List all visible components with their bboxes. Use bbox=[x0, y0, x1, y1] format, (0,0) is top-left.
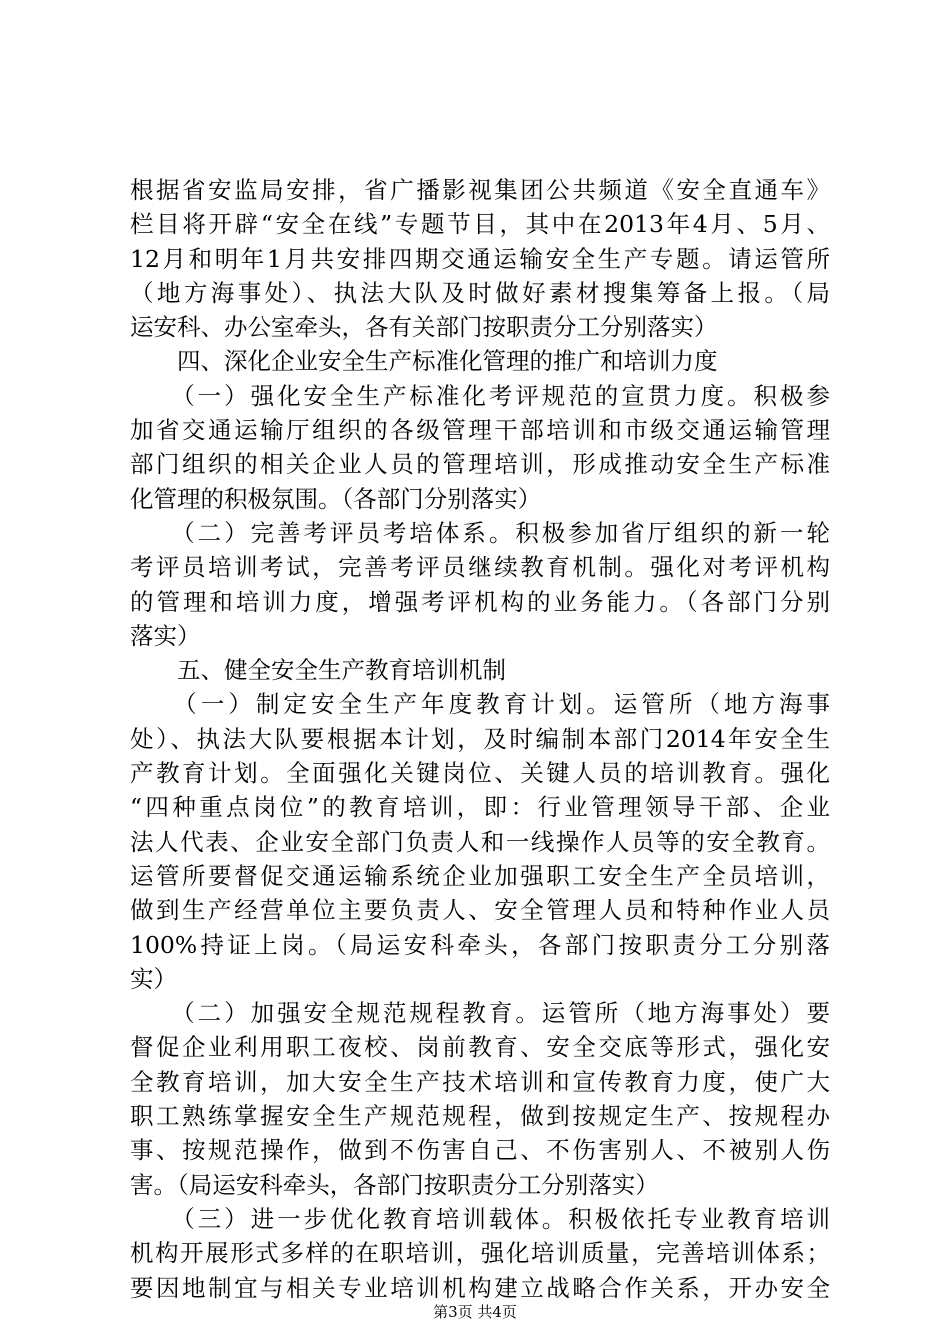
paragraph-line: 栏目将开辟“安全在线”专题节目，其中在2013年4月、5月、 bbox=[130, 210, 830, 239]
paragraph-line: 机构开展形式多样的在职培训，强化培训质量，完善培训体系； bbox=[130, 1239, 830, 1268]
paragraph-line: 落实） bbox=[130, 621, 201, 650]
paragraph-line: 督促企业利用职工夜校、岗前教育、安全交底等形式，强化安 bbox=[130, 1033, 830, 1062]
paragraph-line: 化管理的积极氛围。（各部门分别落实） bbox=[130, 484, 542, 513]
paragraph-line: 12月和明年1月共安排四期交通运输安全生产专题。请运管所 bbox=[130, 244, 830, 273]
paragraph-line: （二）完善考评员考培体系。积极参加省厅组织的新一轮 bbox=[130, 518, 830, 547]
paragraph-line: （一）强化安全生产标准化考评规范的宣贯力度。积极参 bbox=[130, 381, 830, 410]
paragraph-line: 加省交通运输厅组织的各级管理干部培训和市级交通运输管理 bbox=[130, 416, 830, 445]
paragraph-line: 做到生产经营单位主要负责人、安全管理人员和特种作业人员 bbox=[130, 896, 830, 925]
paragraph-line: 处）、执法大队要根据本计划，及时编制本部门2014年安全生 bbox=[130, 724, 830, 753]
paragraph-line: 法人代表、企业安全部门负责人和一线操作人员等的安全教育。 bbox=[130, 827, 830, 856]
paragraph-line: “四种重点岗位”的教育培训，即：行业管理领导干部、企业 bbox=[130, 793, 830, 822]
paragraph-line: 产教育计划。全面强化关键岗位、关键人员的培训教育。强化 bbox=[130, 759, 830, 788]
paragraph-line: 100%持证上岗。（局运安科牵头，各部门按职责分工分别落 bbox=[130, 930, 830, 959]
paragraph-line: 实） bbox=[130, 964, 177, 993]
paragraph-line: 考评员培训考试，完善考评员继续教育机制。强化对考评机构 bbox=[130, 553, 830, 582]
paragraph-line: （一）制定安全生产年度教育计划。运管所（地方海事 bbox=[130, 690, 830, 719]
section-heading: 四、深化企业安全生产标准化管理的推广和培训力度 bbox=[130, 347, 718, 376]
paragraph-line: （三）进一步优化教育培训载体。积极依托专业教育培训 bbox=[130, 1204, 830, 1233]
paragraph-line: 运管所要督促交通运输系统企业加强职工安全生产全员培训， bbox=[130, 861, 830, 890]
paragraph-line: 害。（局运安科牵头，各部门按职责分工分别落实） bbox=[130, 1170, 659, 1199]
paragraph-line: 要因地制宜与相关专业培训机构建立战略合作关系，开办安全 bbox=[130, 1273, 830, 1302]
paragraph-line: 部门组织的相关企业人员的管理培训，形成推动安全生产标准 bbox=[130, 450, 830, 479]
paragraph-line: （二）加强安全规范规程教育。运管所（地方海事处）要 bbox=[130, 999, 830, 1028]
paragraph-line: （地方海事处）、执法大队及时做好素材搜集筹备上报。（局 bbox=[130, 278, 830, 307]
section-heading: 五、健全安全生产教育培训机制 bbox=[130, 656, 506, 685]
paragraph-line: 的管理和培训力度，增强考评机构的业务能力。（各部门分别 bbox=[130, 587, 830, 616]
page-number-footer: 第3页 共4页 bbox=[433, 1303, 517, 1321]
paragraph-line: 根据省安监局安排，省广播影视集团公共频道《安全直通车》 bbox=[130, 176, 830, 204]
document-body bbox=[130, 173, 830, 1305]
paragraph-line: 事、按规范操作，做到不伤害自己、不伤害别人、不被别人伤 bbox=[130, 1136, 830, 1165]
paragraph-line: 全教育培训，加大安全生产技术培训和宣传教育力度，使广大 bbox=[130, 1067, 830, 1096]
paragraph-line: 职工熟练掌握安全生产规范规程，做到按规定生产、按规程办 bbox=[130, 1102, 830, 1131]
paragraph-line: 运安科、办公室牵头，各有关部门按职责分工分别落实） bbox=[130, 313, 718, 342]
